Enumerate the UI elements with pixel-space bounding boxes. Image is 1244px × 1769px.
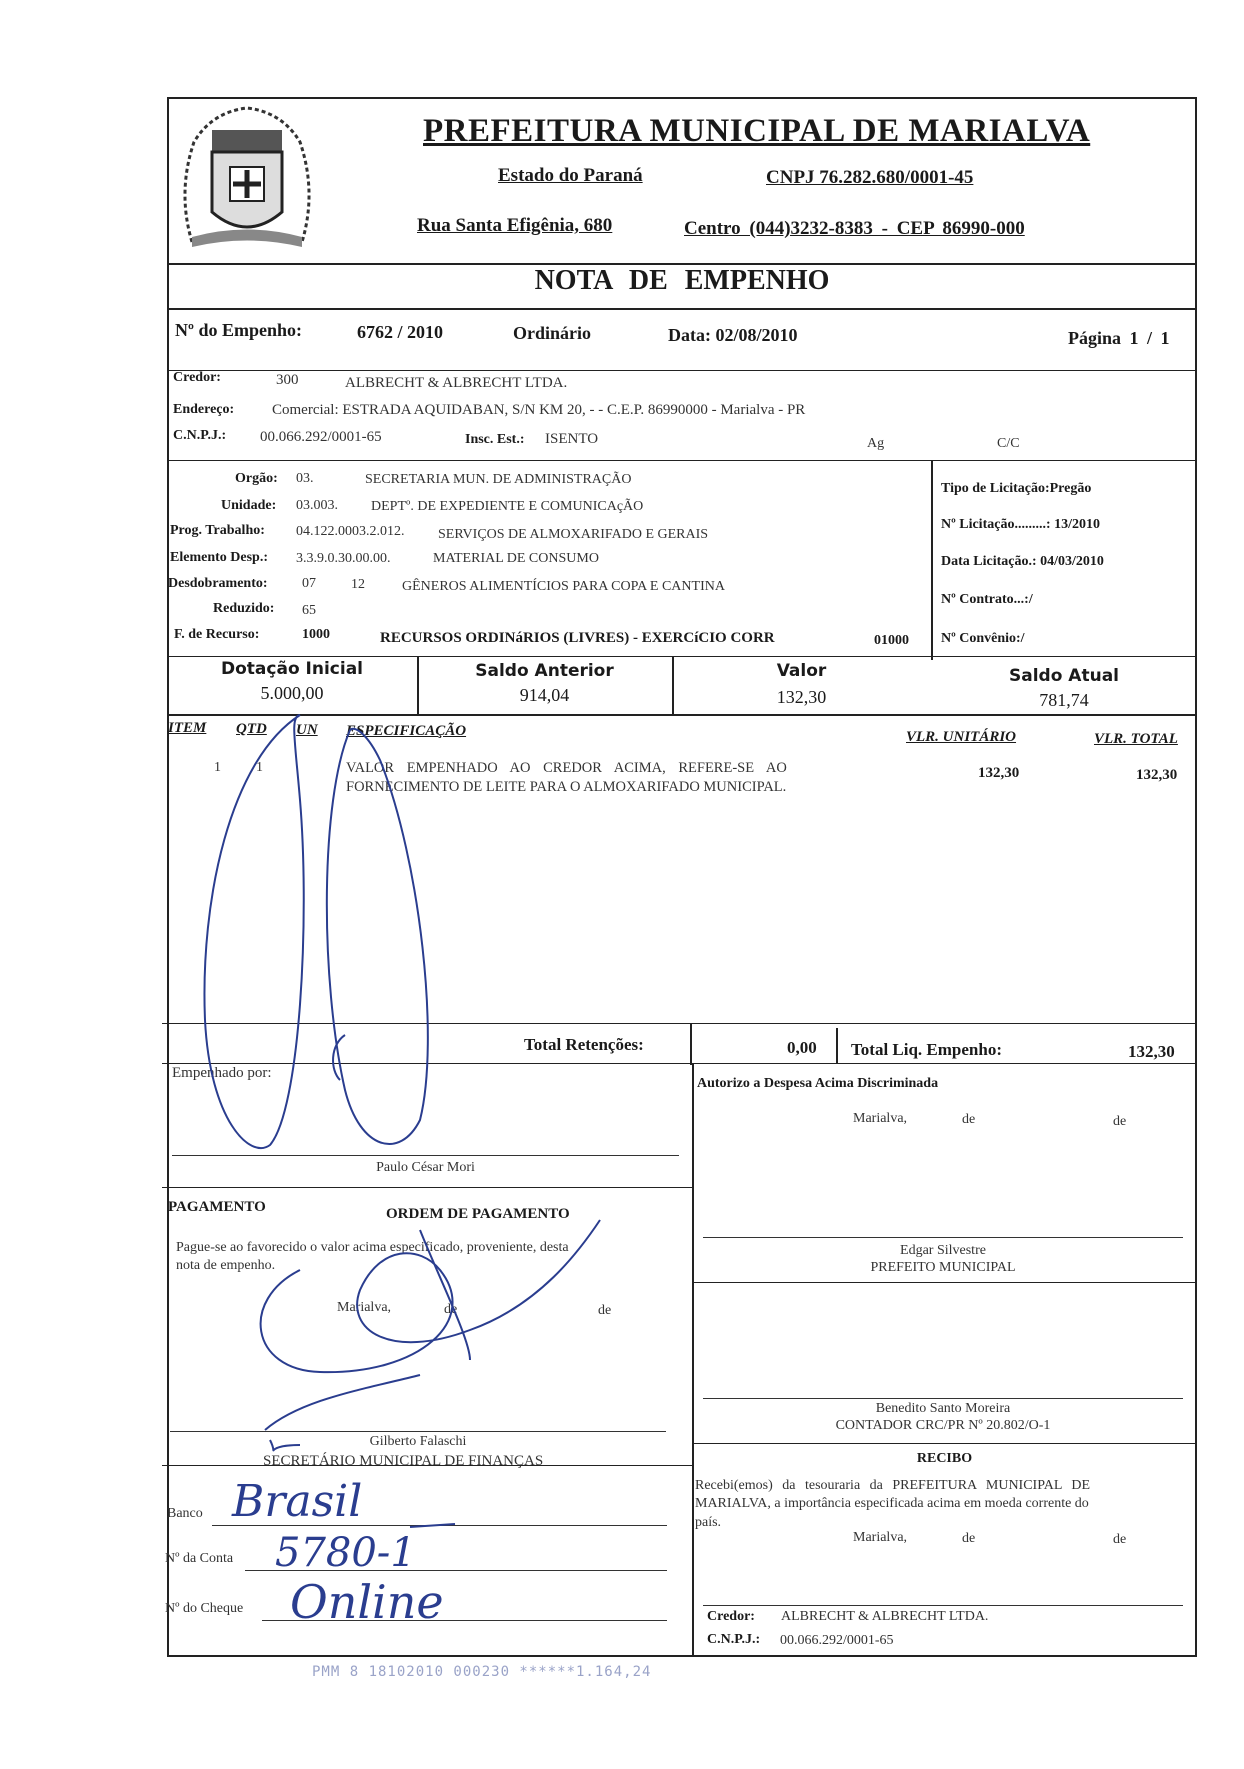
fonte-num: 01000 (874, 633, 909, 648)
address: Rua Santa Efigênia, 680 (417, 215, 613, 236)
retencoes-value: 0,00 (787, 1038, 817, 1057)
dotacao-value: 5.000,00 (260, 683, 324, 703)
falaschi-signature (261, 1220, 600, 1372)
insc-label: Insc. Est.: (465, 432, 525, 447)
pagamento-city: Marialva, (337, 1300, 392, 1315)
desd-label: Desdobramento: (168, 576, 268, 591)
col-especificacao: ESPECIFICAÇÃO (346, 723, 467, 739)
credor-cnpj: 00.066.292/0001-65 (260, 429, 382, 445)
desd-a: 07 (302, 576, 316, 591)
conta-handwriting[interactable]: 5780-1 (275, 1530, 416, 1576)
unidade-label: Unidade: (221, 498, 277, 513)
contrato-number: Nº Contrato...:/ (941, 592, 1033, 607)
credor-cnpj-label: C.N.P.J.: (173, 428, 227, 443)
orgao-code: 03. (296, 471, 314, 486)
anterior-value: 914,04 (519, 685, 570, 705)
page-title: PREFEITURA MUNICIPAL DE MARIALVA (423, 113, 1091, 149)
credor-name: ALBRECHT & ALBRECHT LTDA. (345, 375, 568, 391)
item-total-value: 132,30 (1136, 767, 1178, 783)
col-un: UN (296, 722, 318, 738)
item-unit-value: 132,30 (978, 765, 1020, 781)
empenho-label: Nº do Empenho: (175, 320, 302, 340)
valor-label: Valor (776, 661, 827, 681)
ag-label: Ag (867, 436, 885, 451)
ordem-label: ORDEM DE PAGAMENTO (386, 1206, 570, 1222)
document-title: NOTA DE EMPENHO (534, 265, 830, 296)
empenho-number: 6762 / 2010 (357, 322, 444, 342)
footer-stamp: PMM 8 18102010 000230 ******1.164,24 (312, 1664, 652, 1680)
endereco-label: Endereço: (173, 402, 235, 417)
pagamento-de2: de (598, 1303, 612, 1318)
oval-stroke-left (204, 715, 303, 1148)
pagamento-label: PAGAMENTO (168, 1199, 266, 1215)
contador-name: Benedito Santo Moreira (875, 1401, 1011, 1416)
unidade-value: DEPTº. DE EXPEDIENTE E COMUNICAçÃO (371, 499, 644, 514)
orgao-value: SECRETARIA MUN. DE ADMINISTRAÇÃO (365, 472, 632, 487)
elem-code: 3.3.9.0.30.00.00. (296, 551, 391, 566)
autorizo-de1: de (962, 1112, 976, 1127)
recibo-cnpj: 00.066.292/0001-65 (780, 1633, 894, 1648)
desd-value: GÊNEROS ALIMENTÍCIOS PARA COPA E CANTINA (402, 579, 725, 594)
prefeito-name: Edgar Silvestre (900, 1243, 986, 1258)
licitacao-tipo: Tipo de Licitação:Pregão (941, 481, 1092, 496)
state-name: Estado do Paraná (498, 165, 643, 186)
credor-label: Credor: (173, 370, 221, 385)
licitacao-data: Data Licitação.: 04/03/2010 (941, 554, 1104, 569)
recibo-label: RECIBO (916, 1451, 973, 1466)
prog-code: 04.122.0003.2.012. (296, 524, 405, 539)
empenhado-label: Empenhado por: (172, 1065, 272, 1081)
credor-code: 300 (276, 372, 299, 388)
cheque-label: Nº do Cheque (165, 1601, 244, 1616)
convenio-number: Nº Convênio:/ (941, 631, 1025, 646)
recibo-credor: ALBRECHT & ALBRECHT LTDA. (781, 1609, 989, 1624)
recibo-city: Marialva, (853, 1530, 908, 1545)
pagamento-text1: Pague-se ao favorecido o valor acima especificado, proveniente, desta (176, 1240, 569, 1255)
banco-handwriting[interactable]: Brasil (232, 1476, 363, 1527)
empenho-date: Data: 02/08/2010 (668, 325, 798, 345)
recibo-credor-label: Credor: (707, 1609, 755, 1624)
contador-role: CONTADOR CRC/PR Nº 20.802/O-1 (835, 1418, 1051, 1433)
desd-b: 12 (351, 577, 365, 592)
reduzido-label: Reduzido: (213, 601, 275, 616)
item-qtd: 1 (256, 760, 263, 775)
recibo-de2: de (1113, 1532, 1127, 1547)
prefeito-role: PREFEITO MUNICIPAL (870, 1260, 1016, 1275)
pagamento-de1: de (444, 1302, 458, 1317)
recibo-cnpj-label: C.N.P.J.: (707, 1632, 761, 1647)
cc-label: C/C (997, 436, 1020, 451)
contact: Centro (044)3232-8383 - CEP 86990-000 (684, 218, 1025, 239)
dotacao-label: Dotação Inicial (221, 659, 363, 679)
valor-value: 132,30 (776, 687, 827, 707)
city-cnpj: CNPJ 76.282.680/0001-45 (766, 167, 974, 188)
recibo-text3: país. (695, 1515, 722, 1530)
insc-value: ISENTO (545, 431, 599, 447)
empenhado-name: Paulo César Mori (376, 1160, 475, 1175)
recibo-text2: MARIALVA, a importância especificada acima em moeda corrente do (695, 1496, 1089, 1511)
anterior-label: Saldo Anterior (475, 661, 614, 681)
item-number: 1 (214, 760, 221, 775)
signature-stroke (410, 1524, 455, 1527)
reduzido-value: 65 (302, 603, 316, 618)
empenho-type: Ordinário (513, 323, 592, 343)
col-qtd: QTD (236, 721, 267, 737)
autorizo-city: Marialva, (853, 1111, 908, 1126)
fonte-value: RECURSOS ORDINáRIOS (LIVRES) - EXERCíCIO CORR (380, 630, 775, 646)
secretario-name: Gilberto Falaschi (369, 1434, 467, 1449)
signature-stroke (265, 1375, 420, 1430)
orgao-label: Orgão: (235, 471, 278, 486)
signature-stroke (270, 1440, 300, 1450)
banco-label: Banco (167, 1506, 203, 1521)
atual-value: 781,74 (1039, 690, 1089, 710)
unidade-code: 03.003. (296, 498, 338, 513)
retencoes-label: Total Retenções: (524, 1035, 644, 1054)
prog-value: SERVIÇOS DE ALMOXARIFADO E GERAIS (438, 527, 709, 542)
liq-label: Total Liq. Empenho: (851, 1040, 1002, 1059)
page-number: Página 1 / 1 (1068, 328, 1170, 348)
elem-value: MATERIAL DE CONSUMO (433, 551, 599, 566)
item-spec-line2: FORNECIMENTO DE LEITE PARA O ALMOXARIFADO MUNICIPAL. (346, 779, 787, 795)
col-vlr-total: VLR. TOTAL (1094, 731, 1178, 747)
atual-label: Saldo Atual (1009, 666, 1119, 686)
licitacao-numero: Nº Licitação.........: 13/2010 (941, 517, 1100, 532)
fonte-label: F. de Recurso: (174, 627, 260, 642)
cheque-handwriting[interactable]: Online (290, 1575, 444, 1629)
col-item: ITEM (168, 720, 207, 736)
secretario-role: SECRETÁRIO MUNICIPAL DE FINANÇAS (263, 1453, 544, 1469)
recibo-text1: Recebi(emos) da tesouraria da PREFEITURA MUNICIPAL DE (695, 1478, 1091, 1493)
fonte-code: 1000 (302, 627, 330, 642)
autorizo-label: Autorizo a Despesa Acima Discriminada (697, 1076, 939, 1091)
elem-label: Elemento Desp.: (170, 550, 268, 565)
conta-label: Nº da Conta (165, 1551, 234, 1566)
item-spec-line1: VALOR EMPENHADO AO CREDOR ACIMA, REFERE-SE AO (346, 760, 787, 776)
autorizo-de2: de (1113, 1114, 1127, 1129)
recibo-de1: de (962, 1531, 976, 1546)
liq-value: 132,30 (1128, 1042, 1175, 1061)
prog-label: Prog. Trabalho: (170, 523, 265, 538)
pagamento-text2: nota de empenho. (176, 1258, 276, 1273)
col-vlr-unitario: VLR. UNITÁRIO (906, 729, 1017, 745)
endereco-value: Comercial: ESTRADA AQUIDABAN, S/N KM 20, - - C.E.P. 86990000 - Marialva - PR (272, 402, 806, 418)
oval-stroke-right (327, 729, 428, 1144)
